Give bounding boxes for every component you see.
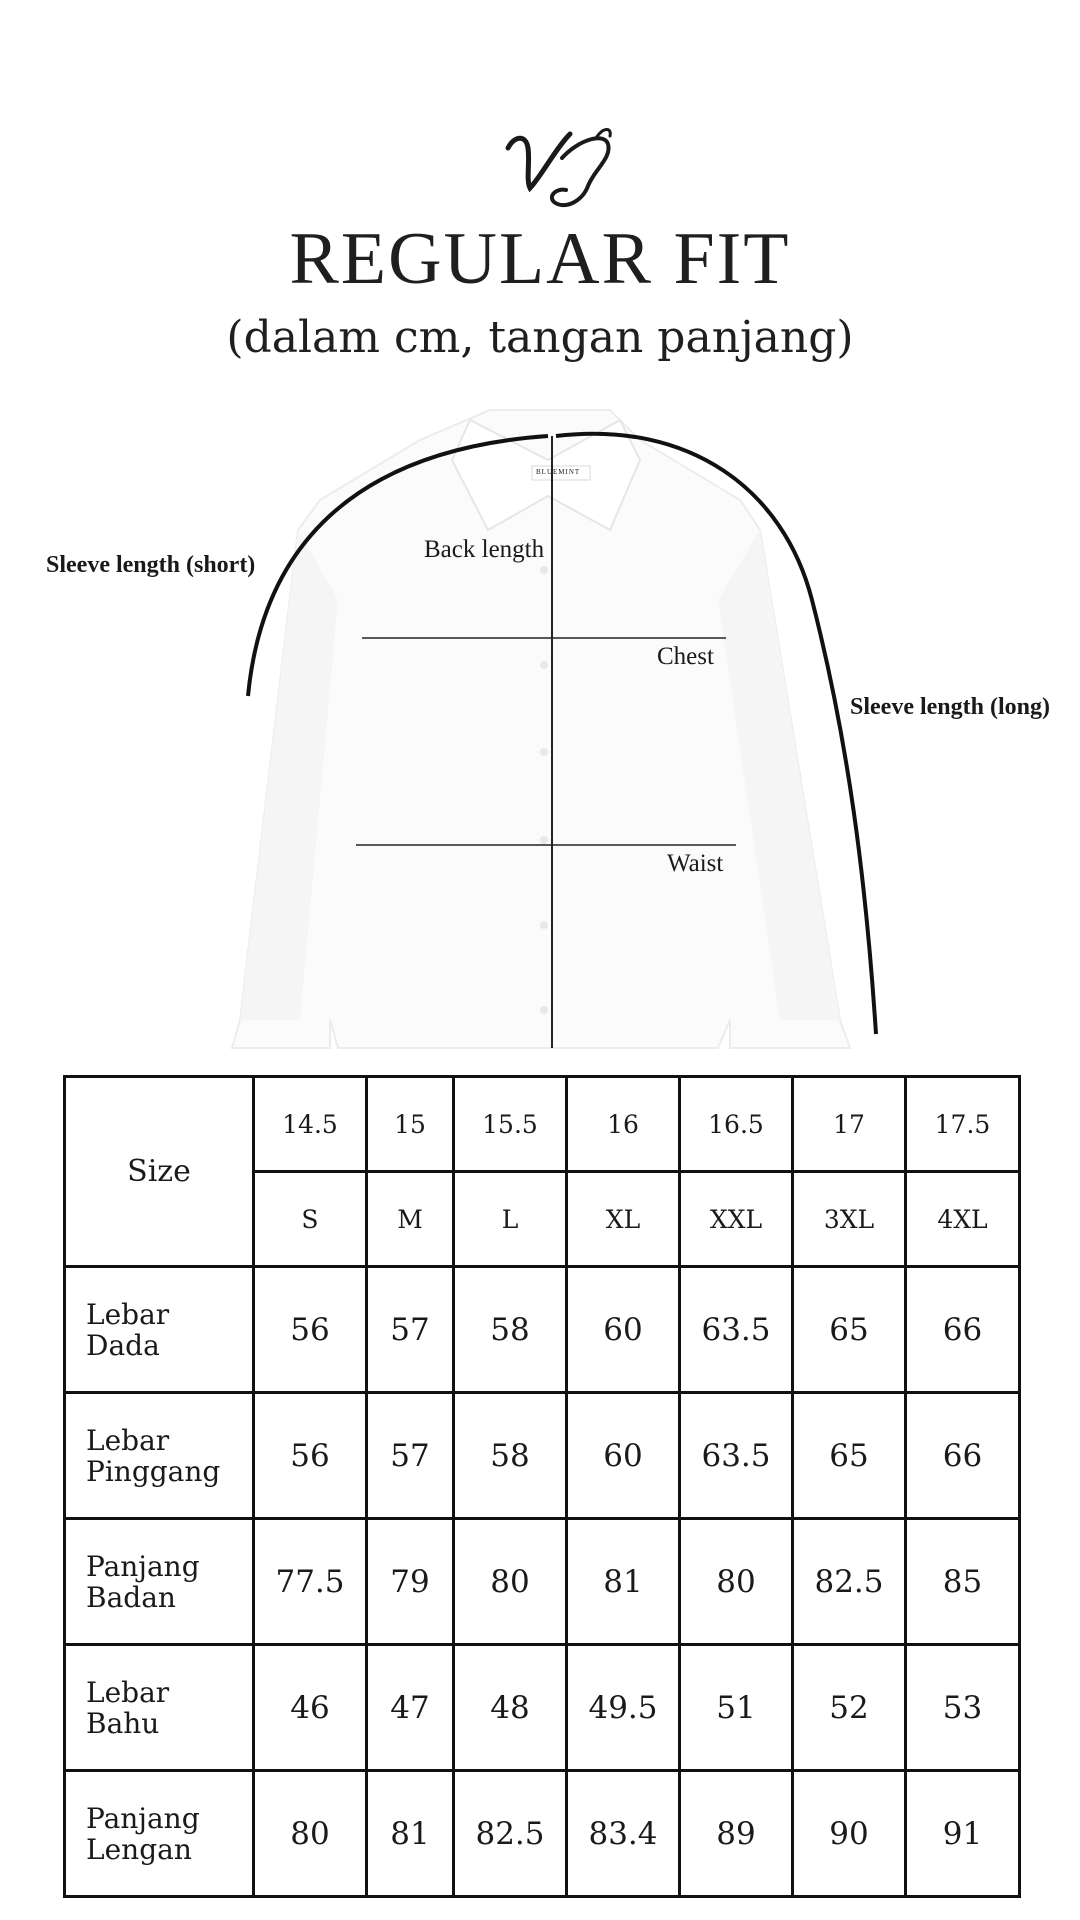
table-cell: 77.5 [254,1519,367,1645]
table-cell: 91 [906,1771,1020,1897]
letter-size: XXL [680,1172,793,1267]
shirt-diagram [0,400,1080,1050]
collar-size: 17 [793,1077,906,1172]
table-cell: 53 [906,1645,1020,1771]
table-cell: 63.5 [680,1393,793,1519]
table-cell: 58 [454,1393,567,1519]
size-chart-table [63,1075,1021,1898]
letter-size: S [254,1172,367,1267]
table-cell: 80 [454,1519,567,1645]
table-cell: 85 [906,1519,1020,1645]
table-cell: 65 [793,1393,906,1519]
table-cell: 82.5 [454,1771,567,1897]
table-cell: 52 [793,1645,906,1771]
sleeve-long-label: Sleeve length (long) [850,694,1050,720]
table-cell: 56 [254,1393,367,1519]
table-cell: 57 [367,1267,454,1393]
letter-size: M [367,1172,454,1267]
table-cell: 60 [567,1393,680,1519]
letter-size: 4XL [906,1172,1020,1267]
table-cell: 90 [793,1771,906,1897]
table-cell: 58 [454,1267,567,1393]
table-cell: 79 [367,1519,454,1645]
table-cell: 51 [680,1645,793,1771]
table-cell: 83.4 [567,1771,680,1897]
chest-label: Chest [657,643,714,670]
table-cell: 89 [680,1771,793,1897]
sleeve-short-label: Sleeve length (short) [46,552,256,578]
table-cell: 63.5 [680,1267,793,1393]
table-cell: 60 [567,1267,680,1393]
letter-size: XL [567,1172,680,1267]
table-row [65,1519,1020,1645]
row-header-body-length: Panjang Badan [65,1519,254,1645]
table-cell: 80 [254,1771,367,1897]
shirt-tag: BLUEMINT [536,468,581,476]
row-header-shoulder: Lebar Bahu [65,1645,254,1771]
row-header-sleeve: Panjang Lengan [65,1771,254,1897]
table-cell: 56 [254,1267,367,1393]
shirt-illustration [0,400,1080,1050]
size-header: Size [65,1077,254,1267]
table-cell: 47 [367,1645,454,1771]
collar-size: 17.5 [906,1077,1020,1172]
table-cell: 49.5 [567,1645,680,1771]
table-cell: 66 [906,1393,1020,1519]
table-cell: 48 [454,1645,567,1771]
row-header-chest: Lebar Dada [65,1267,254,1393]
table-cell: 80 [680,1519,793,1645]
table-row [65,1771,1020,1897]
brand-logo [500,118,620,218]
table-row [65,1267,1020,1393]
table-cell: 57 [367,1393,454,1519]
page-subtitle: (dalam cm, tangan panjang) [226,312,854,363]
letter-size: L [454,1172,567,1267]
row-header-waist: Lebar Pinggang [65,1393,254,1519]
collar-size: 16 [567,1077,680,1172]
collar-size: 14.5 [254,1077,367,1172]
letter-size: 3XL [793,1172,906,1267]
table-cell: 81 [367,1771,454,1897]
collar-size-row [65,1077,1020,1172]
table-cell: 46 [254,1645,367,1771]
table-cell: 65 [793,1267,906,1393]
collar-size: 15.5 [454,1077,567,1172]
table-cell: 66 [906,1267,1020,1393]
back-length-label: Back length [424,536,545,563]
waist-label: Waist [667,850,724,877]
collar-size: 16.5 [680,1077,793,1172]
table-cell: 81 [567,1519,680,1645]
table-cell: 82.5 [793,1519,906,1645]
collar-size: 15 [367,1077,454,1172]
table-row [65,1393,1020,1519]
table-row [65,1645,1020,1771]
page-title: REGULAR FIT [289,218,791,300]
